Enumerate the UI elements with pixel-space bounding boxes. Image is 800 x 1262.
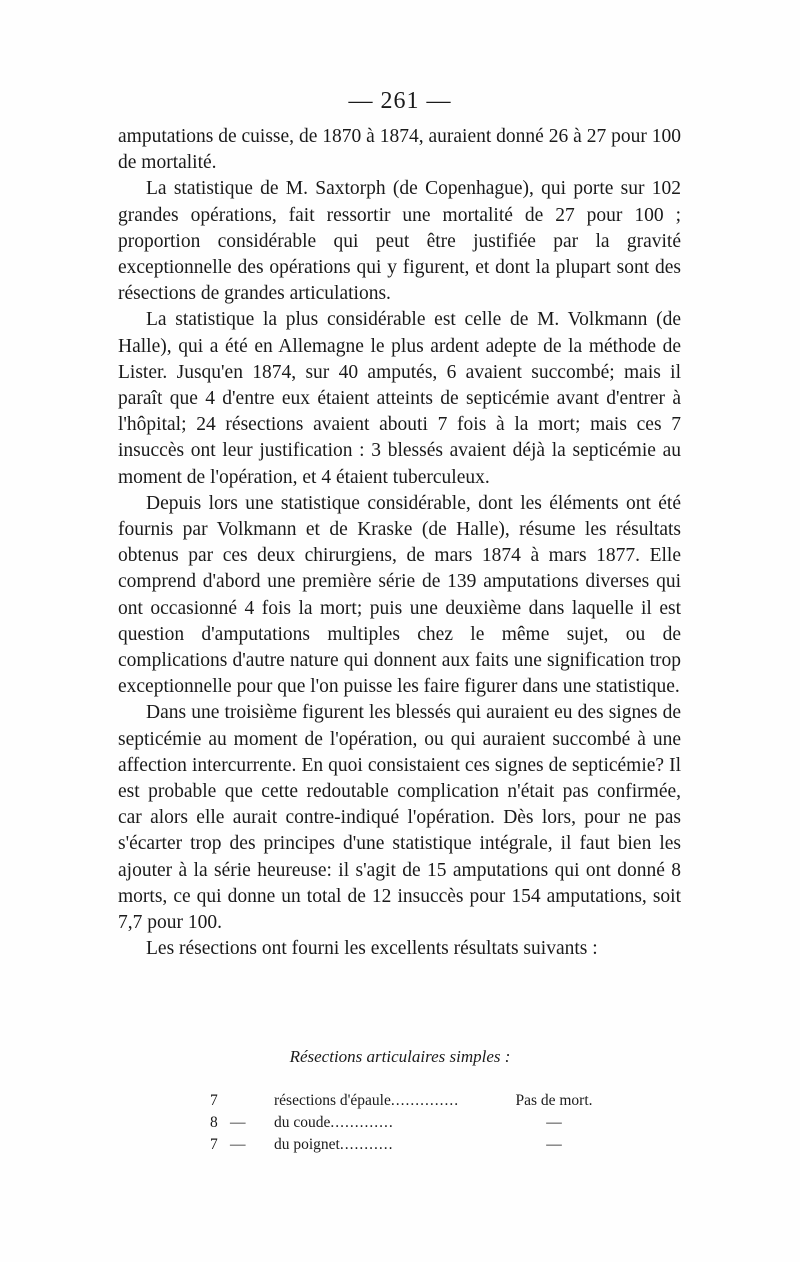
row-ditto-mark: —: [230, 1114, 246, 1131]
resections-table: [210, 1090, 610, 1156]
paragraph: amputations de cuisse, de 1870 à 1874, auraient donné 26 à 27 pour 100 de mortalité.: [118, 126, 681, 174]
page-number: — 261 —: [348, 88, 452, 114]
row-ditto-mark: —: [230, 1136, 246, 1153]
paragraph: Les résections ont fourni les excellents résultats suivants :: [146, 938, 598, 960]
table-row: [210, 1090, 610, 1112]
row-count: 7: [210, 1136, 218, 1153]
paragraph: Depuis lors une statistique considérable, dont les éléments ont été fournis par Volkmann et de Kraske (de Halle), résume les résultats obtenus par ces deux chirurgiens, de mars 1874 à mars 1877. Elle comprend d'abord une première série de 139 amputations diverses qui ont occasionné 4 fois la mort; puis une deuxième dans laquelle il est question d'amputations multiples chez le même sujet, ou de complications d'autre nature qui donnent aux faits une signification trop exceptionnelle pour que l'on puisse les faire figurer dans une statistique.: [118, 492, 681, 698]
body-text: [118, 124, 681, 963]
row-count: 8: [210, 1114, 218, 1131]
row-label: résections d'épaule..............: [274, 1092, 460, 1109]
row-result: Pas de mort.: [515, 1092, 593, 1109]
paragraph: La statistique de M. Saxtorph (de Copenhague), qui porte sur 102 grandes opérations, fait ressortir une mortalité de 27 pour 100 ; proportion considérable qui peut être justifiée par la gravité exceptionnelle des opérations qui y figurent, et dont la plupart sont des résections de grandes articulations.: [118, 178, 681, 305]
row-leader: .............: [330, 1114, 394, 1131]
row-label: du coude.............: [274, 1114, 394, 1131]
table-row: [210, 1112, 610, 1134]
row-result: —: [546, 1136, 562, 1153]
table-row: [210, 1134, 610, 1156]
table-caption: Résections articulaires simples :: [289, 1047, 511, 1066]
row-label: du poignet...........: [274, 1136, 394, 1153]
row-result: —: [546, 1114, 562, 1131]
paragraph: La statistique la plus considérable est celle de M. Volkmann (de Halle), qui a été en Allemagne le plus ardent adepte de la méthode de Lister. Jusqu'en 1874, sur 40 amputés, 6 avaient succombé; mais il paraît que 4 d'entre eux étaient atteints de septicémie avant d'entrer à l'hôpital; 24 résections avaient abouti 7 fois à la mort; mais ces 7 insuccès ont leur justification : 3 blessés avaient déjà la septicémie au moment de l'opération, et 4 étaient tuberculeux.: [118, 309, 681, 488]
row-leader: ..............: [390, 1092, 460, 1109]
row-count: 7: [210, 1092, 218, 1109]
row-leader: ...........: [339, 1136, 394, 1153]
paragraph: Dans une troisième figurent les blessés qui auraient eu des signes de septicémie au moment de l'opération, ou qui auraient succombé à une affection intercurrente. En quoi consistaient ces signes de septicémie? Il est probable que cette redoutable complication n'était pas confirmée, car alors elle aurait contre-indiqué l'opération. Dès lors, pour ne pas s'écarter trop des principes d'une statistique intégrale, il faut bien les ajouter à la série heureuse: il s'agit de 15 amputations qui ont donné 8 morts, ce qui donne un total de 12 insuccès pour 154 amputations, soit 7,7 pour 100.: [118, 702, 681, 934]
